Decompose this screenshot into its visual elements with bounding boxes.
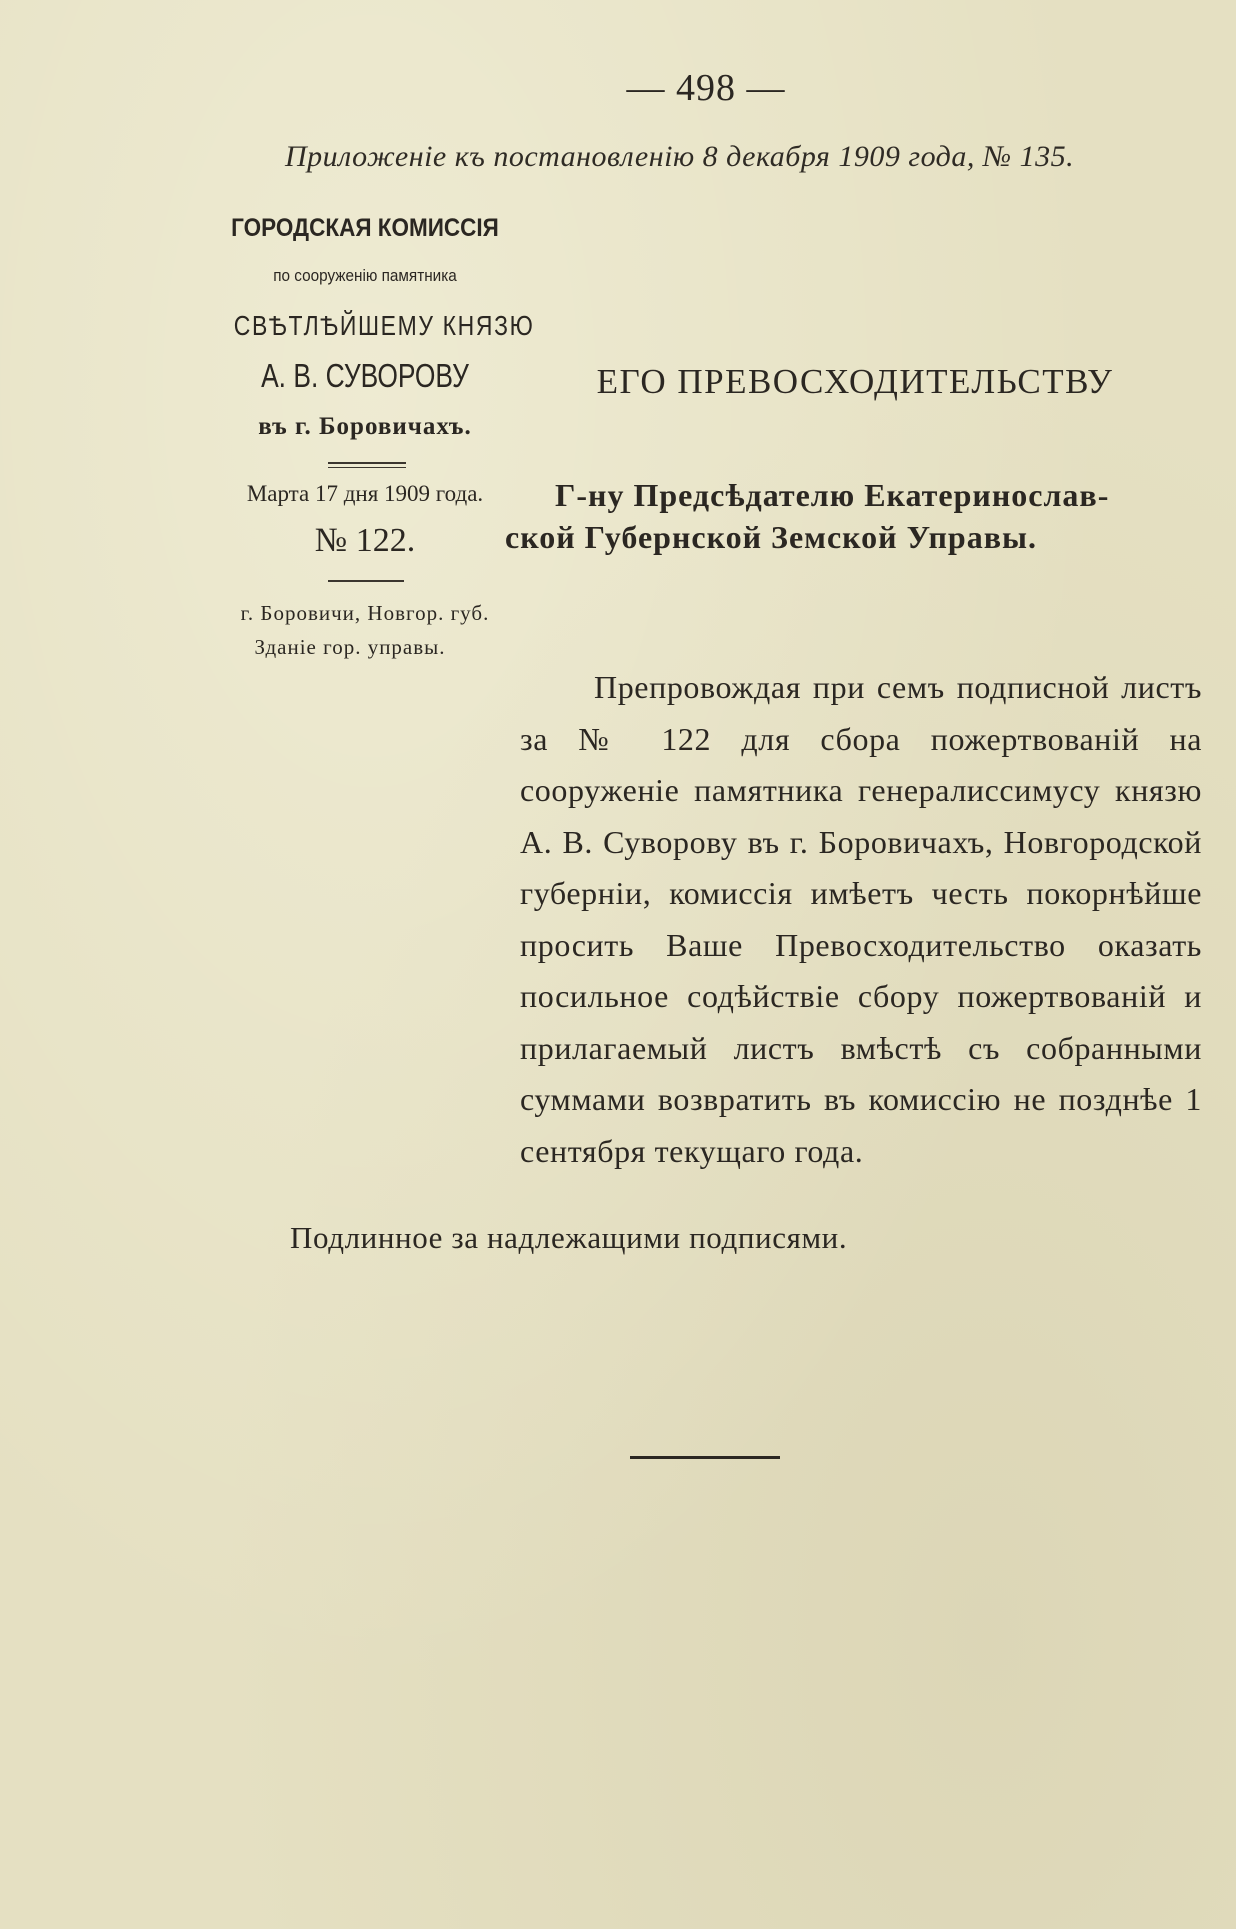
letter-date: Марта 17 дня 1909 года. — [246, 481, 484, 506]
closing-line: Подлинное за надлежащими подписями. — [290, 1220, 848, 1255]
addressee-line-1: Г-ну Предсѣдателю Екатеринослав- — [555, 477, 1110, 513]
addressee-title: ЕГО ПРЕВОСХОДИТЕЛЬСТВУ — [596, 362, 1114, 401]
letterhead-city: въ г. Боровичахъ. — [258, 413, 472, 440]
letterhead-divider — [328, 462, 406, 464]
letter-number: № 122. — [314, 522, 416, 559]
letterhead-name: А. В. СУВОРОВУ — [261, 357, 469, 394]
addressee-line-2: ской Губернской Земской Управы. — [505, 519, 1037, 555]
letterhead-divider-thin — [328, 467, 406, 468]
body-paragraph: Препровождая при семъ подписной листъ за № 122 для сбора пожертвованiй на сооруженiе памятника генералиссимусу князю А. В. Суворову въ г. Боровичахъ, Новгородской губернiи, комиссiя имѣетъ честь покорнѣйше просить Ваше Превосходительство оказать посильное содѣйствiе сбору пожертвованiй и прилагаемый листъ вмѣстѣ съ собранными суммами возвратить въ комиссiю не позднѣе 1 сентября текущаго года. — [520, 669, 1202, 1169]
appendix-note: Приложенiе къ постановленiю 8 декабря 1909 года, № 135. — [285, 140, 1075, 173]
end-divider — [630, 1456, 780, 1459]
letterhead-purpose: по сооруженiю памятника — [273, 266, 457, 285]
number-divider — [328, 580, 404, 582]
sender-building: Зданiе гор. управы. — [254, 635, 446, 659]
letterhead-prince: СВѢТЛѢЙШЕМУ КНЯЗЮ — [233, 310, 535, 341]
sender-place: г. Боровичи, Новгор. губ. — [240, 601, 490, 625]
letterhead-commission: ГОРОДСКАЯ КОМИССIЯ — [231, 214, 499, 242]
page-number: — 498 — — [626, 67, 786, 109]
